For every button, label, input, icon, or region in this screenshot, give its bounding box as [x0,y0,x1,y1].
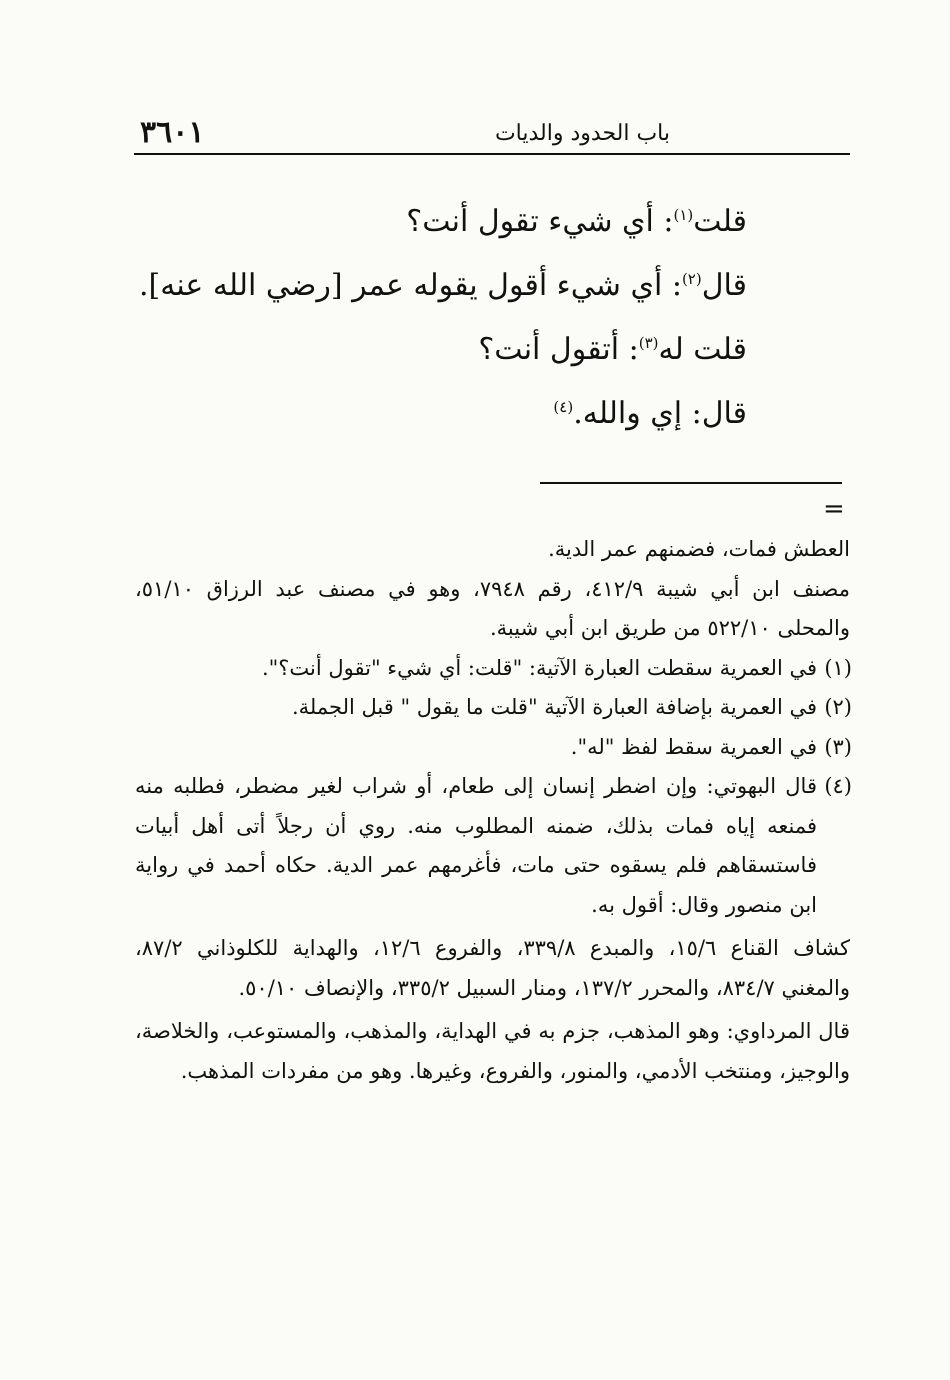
footnote-text: في العمرية سقط لفظ "له". [570,734,817,759]
main-line: قال: إي والله.$^{(٤)}$ [553,396,747,431]
reference-paragraph: قال المرداوي: وهو المذهب، جزم به في الهداية، والمذهب، والمستوعب، والخلاصة، والوجيز، ومنتخب الأدمي، والمنور، والفروع، وغيرها. وهو من مفردات المذهب. [135,1019,850,1083]
footnote-number: (١) [824,655,852,680]
footnote-separator [540,482,842,484]
footnote-text: في العمرية سقطت العبارة الآتية: "قلت: أي شيء "تقول أنت؟". [261,655,817,680]
chapter-title: باب الحدود والديات [494,121,670,146]
reference-paragraph: كشاف القناع ١٥/٦، والمبدع ٣٣٩/٨، والفروع ١٢/٦، والهداية للكلوذاني ٨٧/٢، والمغني ٨٣٤/٧، والمحرر ١٣٧/٢، ومنار السبيل ٣٣٥/٢، والإنصاف ٥٠/١٠. [135,936,850,1000]
footnote-marker: (٢) [681,270,702,288]
footnote [135,728,850,768]
footnote-marker: (٤) [553,398,574,416]
page-number: ٣٦٠١ [140,115,205,150]
continuation-mark: = [823,494,845,524]
main-text [139,190,747,446]
main-line: قلت له$^{(٣)}$: أتقول أنت؟ [478,332,747,367]
footnote-text: في العمرية بإضافة العبارة الآتية "قلت ما يقول " قبل الجملة. [292,695,817,719]
footnote [135,688,850,728]
footnotes [135,530,850,1091]
page-header [134,113,850,155]
footnote-marker: (١) [673,206,694,224]
footnote-number: (٣) [824,734,852,759]
footnote [135,649,850,689]
footnote-number: (٤) [824,774,852,798]
main-line: قال$^{(٢)}$: أي شيء أقول يقوله عمر [رضي الله عنه]. [139,268,747,303]
continuation-line: العطش فمات، فضمنهم عمر الدية. [548,537,850,561]
footnote [135,767,850,925]
main-line: قلت$^{(١)}$: أي شيء تقول أنت؟ [406,204,747,239]
footnote-marker: (٣) [638,334,659,352]
footnote-text: قال البهوتي: وإن اضطر إنسان إلى طعام، أو شراب لغير مضطر، فطلبه منه فمنعه إياه فمات بذلك، ضمنه المطلوب منه. روي أن رجلاً أتى أهل أبيات فاستسقاهم فلم يسقوه حتى مات، فأغرمهم عمر الدية. حكاه أحمد في رواية ابن منصور وقال: أقول به. [135,774,817,917]
footnote-number: (٢) [824,695,852,719]
continuation-source: مصنف ابن أبي شيبة ٤١٢/٩، رقم ٧٩٤٨، وهو في مصنف عبد الرزاق ٥١/١٠، والمحلى ٥٢٢/١٠ من طريق ابن أبي شيبة. [135,576,850,640]
